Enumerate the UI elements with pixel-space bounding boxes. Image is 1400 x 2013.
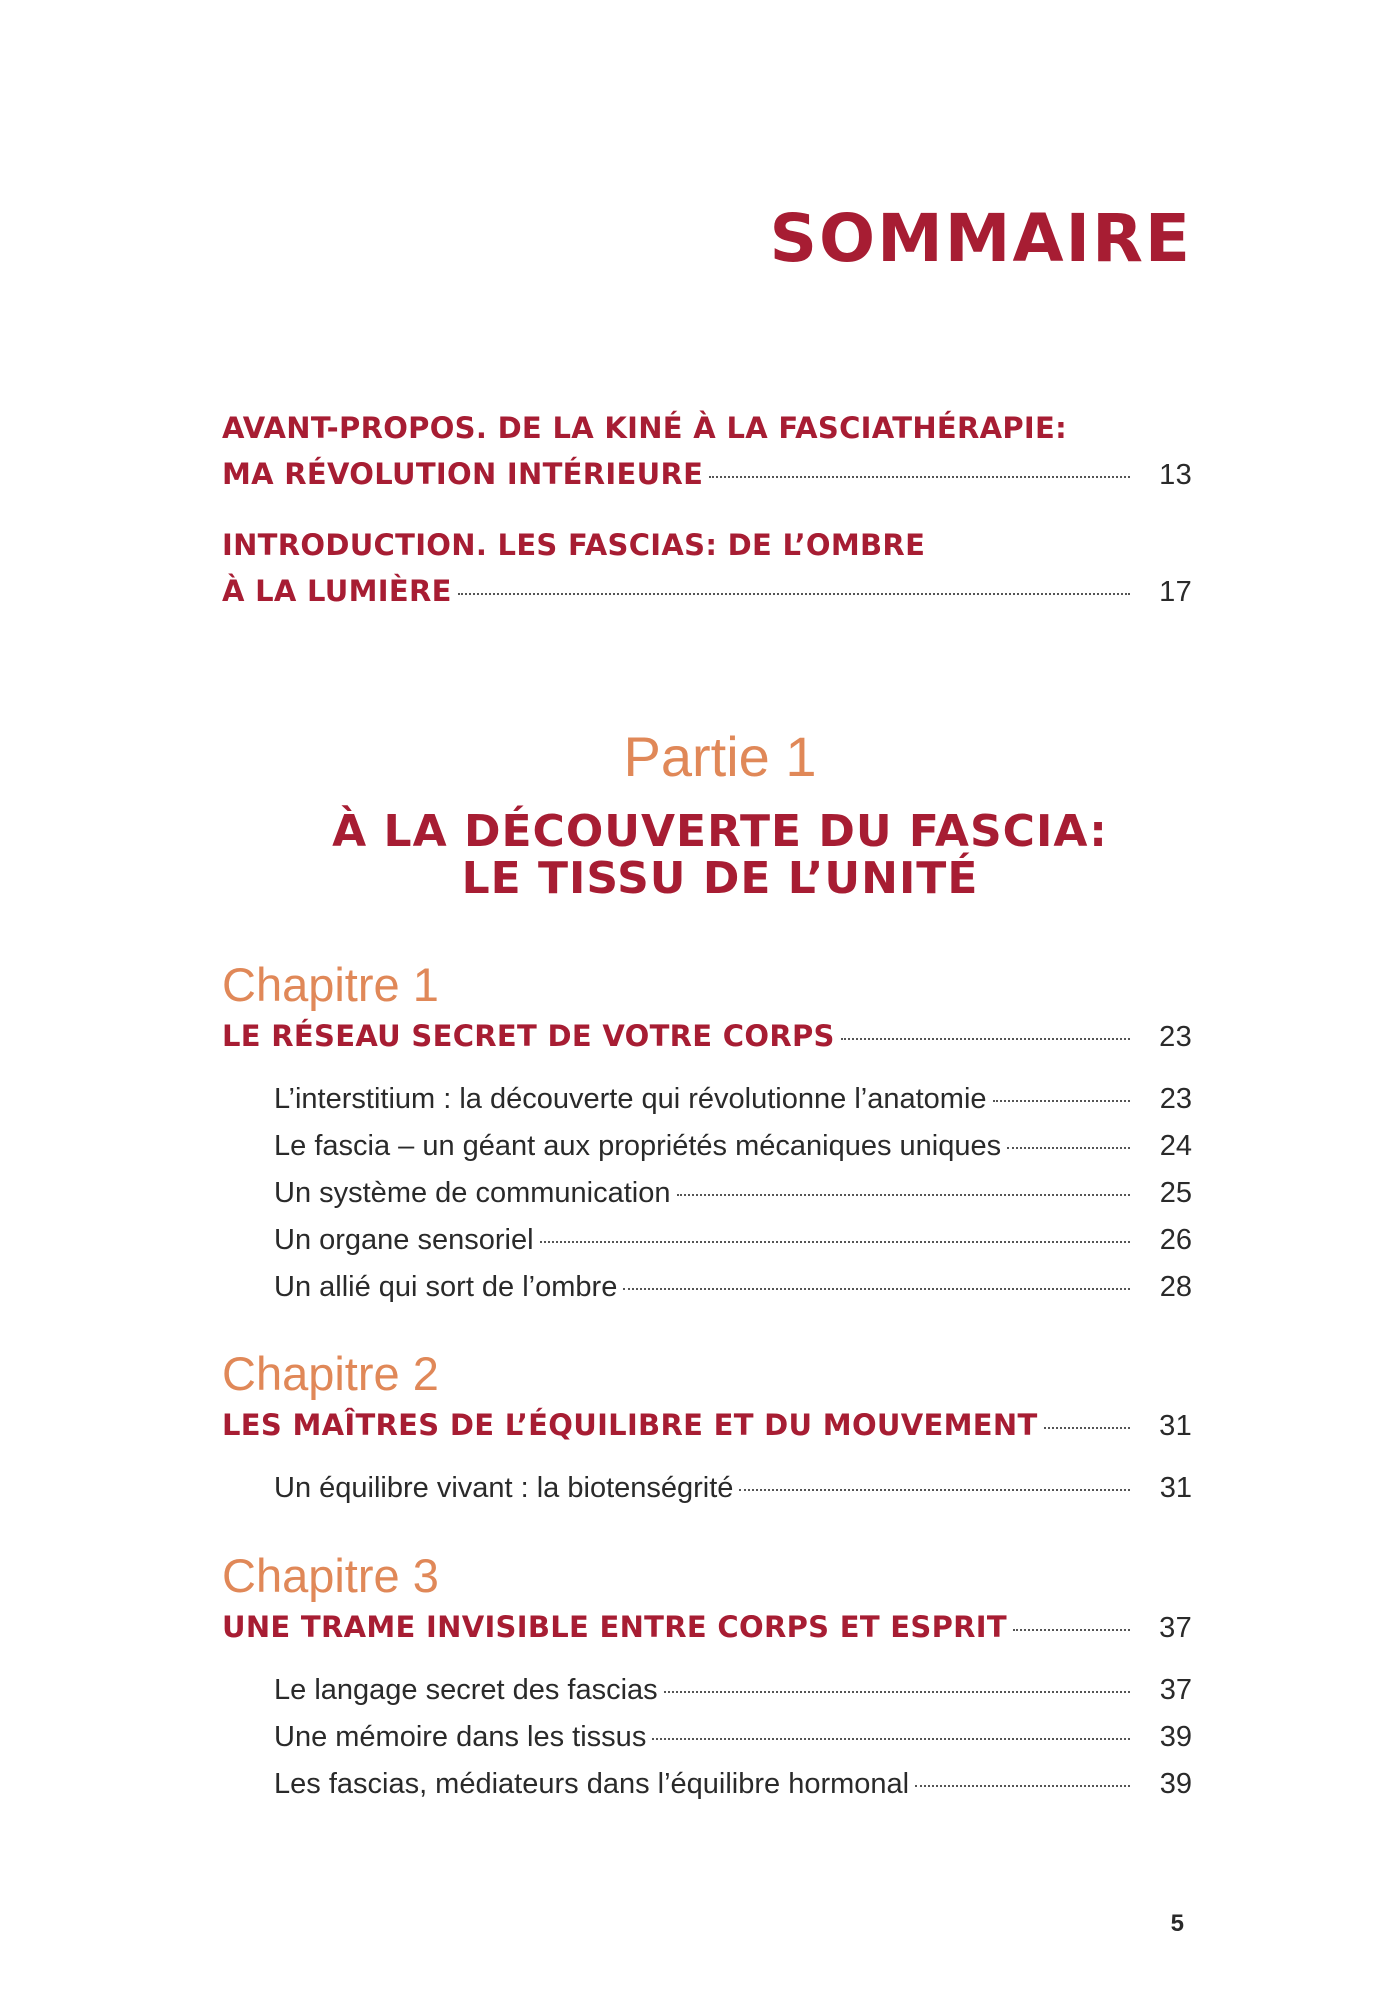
dot-leader bbox=[664, 1690, 1130, 1693]
section-row bbox=[274, 1123, 1192, 1170]
section-row bbox=[274, 1465, 1192, 1512]
page-ref: 26 bbox=[1159, 1224, 1192, 1256]
dot-leader bbox=[1013, 1628, 1130, 1631]
dot-leader bbox=[739, 1488, 1130, 1491]
front-entry-introduction bbox=[222, 522, 1192, 615]
section-row bbox=[274, 1076, 1192, 1123]
dot-leader bbox=[540, 1240, 1130, 1243]
page-ref: 23 bbox=[1159, 1083, 1192, 1115]
page-number: 5 bbox=[1170, 1910, 1184, 1937]
dot-leader bbox=[709, 475, 1130, 478]
front-entry-line: INTRODUCTION. LES FASCIAS: DE L’OMBRE bbox=[222, 528, 926, 562]
page-ref: 13 bbox=[1159, 459, 1192, 491]
chapter-title: UNE TRAME INVISIBLE ENTRE CORPS ET ESPRIT bbox=[222, 1610, 1007, 1644]
dot-leader bbox=[915, 1784, 1130, 1787]
front-entry-line: AVANT-PROPOS. DE LA KINÉ À LA FASCIATHÉRAPIE: bbox=[222, 411, 1068, 445]
section-label: Un organe sensoriel bbox=[274, 1224, 534, 1256]
chapter-3 bbox=[222, 1548, 1192, 1808]
dot-leader bbox=[652, 1737, 1130, 1740]
dot-leader bbox=[1044, 1426, 1130, 1429]
section-row bbox=[274, 1170, 1192, 1217]
page-ref: 39 bbox=[1159, 1768, 1192, 1800]
section-row bbox=[274, 1761, 1192, 1808]
page-ref: 24 bbox=[1159, 1130, 1192, 1162]
section-list bbox=[222, 1465, 1192, 1512]
page-ref: 37 bbox=[1159, 1674, 1192, 1706]
chapter-label: Chapitre 2 bbox=[222, 1347, 439, 1400]
front-entry-row bbox=[222, 568, 1192, 615]
section-label: Une mémoire dans les tissus bbox=[274, 1721, 647, 1753]
section-label: Un système de communication bbox=[274, 1177, 671, 1209]
page-ref: 17 bbox=[1159, 576, 1192, 608]
chapter-1 bbox=[222, 957, 1192, 1311]
front-entry-label: MA RÉVOLUTION INTÉRIEURE bbox=[222, 457, 704, 491]
chapter-title-row bbox=[222, 1402, 1192, 1449]
page-ref: 37 bbox=[1159, 1612, 1192, 1644]
page-ref: 28 bbox=[1159, 1271, 1192, 1303]
page-ref: 31 bbox=[1159, 1410, 1192, 1442]
section-label: Un équilibre vivant : la biotenségrité bbox=[274, 1472, 734, 1504]
section-label: Un allié qui sort de l’ombre bbox=[274, 1271, 618, 1303]
chapter-title: LE RÉSEAU SECRET DE VOTRE CORPS bbox=[222, 1019, 835, 1053]
front-entry-label: À LA LUMIÈRE bbox=[222, 574, 452, 608]
dot-leader bbox=[1007, 1146, 1130, 1149]
section-list bbox=[222, 1076, 1192, 1311]
section-row bbox=[274, 1667, 1192, 1714]
page-ref: 31 bbox=[1159, 1472, 1192, 1504]
dot-leader bbox=[458, 592, 1130, 595]
chapter-title-row bbox=[222, 1604, 1192, 1651]
section-list bbox=[222, 1667, 1192, 1808]
chapter-title-row bbox=[222, 1013, 1192, 1060]
chapter-2 bbox=[222, 1346, 1192, 1512]
section-row bbox=[274, 1217, 1192, 1264]
chapter-label: Chapitre 3 bbox=[222, 1549, 439, 1602]
section-label: Les fascias, médiateurs dans l’équilibre hormonal bbox=[274, 1768, 910, 1800]
section-label: L’interstitium : la découverte qui révolutionne l’anatomie bbox=[274, 1083, 987, 1115]
section-row bbox=[274, 1714, 1192, 1761]
dot-leader bbox=[623, 1287, 1130, 1290]
dot-leader bbox=[993, 1099, 1130, 1102]
dot-leader bbox=[677, 1193, 1131, 1196]
chapter-title: LES MAÎTRES DE L’ÉQUILIBRE ET DU MOUVEMENT bbox=[222, 1408, 1038, 1442]
part-title-line: LE TISSU DE L’UNITÉ bbox=[461, 853, 979, 904]
section-row bbox=[274, 1264, 1192, 1311]
page-ref: 39 bbox=[1159, 1721, 1192, 1753]
part-title bbox=[0, 808, 1400, 902]
page-ref: 23 bbox=[1159, 1021, 1192, 1053]
section-label: Le fascia – un géant aux propriétés mécaniques uniques bbox=[274, 1130, 1002, 1162]
front-entry-row bbox=[222, 451, 1192, 498]
part-title-line: À LA DÉCOUVERTE DU FASCIA: bbox=[332, 806, 1108, 857]
page-ref: 25 bbox=[1159, 1177, 1192, 1209]
dot-leader bbox=[841, 1037, 1130, 1040]
front-entry-avant-propos bbox=[222, 405, 1192, 498]
section-label: Le langage secret des fascias bbox=[274, 1674, 658, 1706]
chapter-label: Chapitre 1 bbox=[222, 958, 439, 1011]
part-label: Partie 1 bbox=[623, 725, 817, 788]
page-title: SOMMAIRE bbox=[769, 200, 1192, 277]
